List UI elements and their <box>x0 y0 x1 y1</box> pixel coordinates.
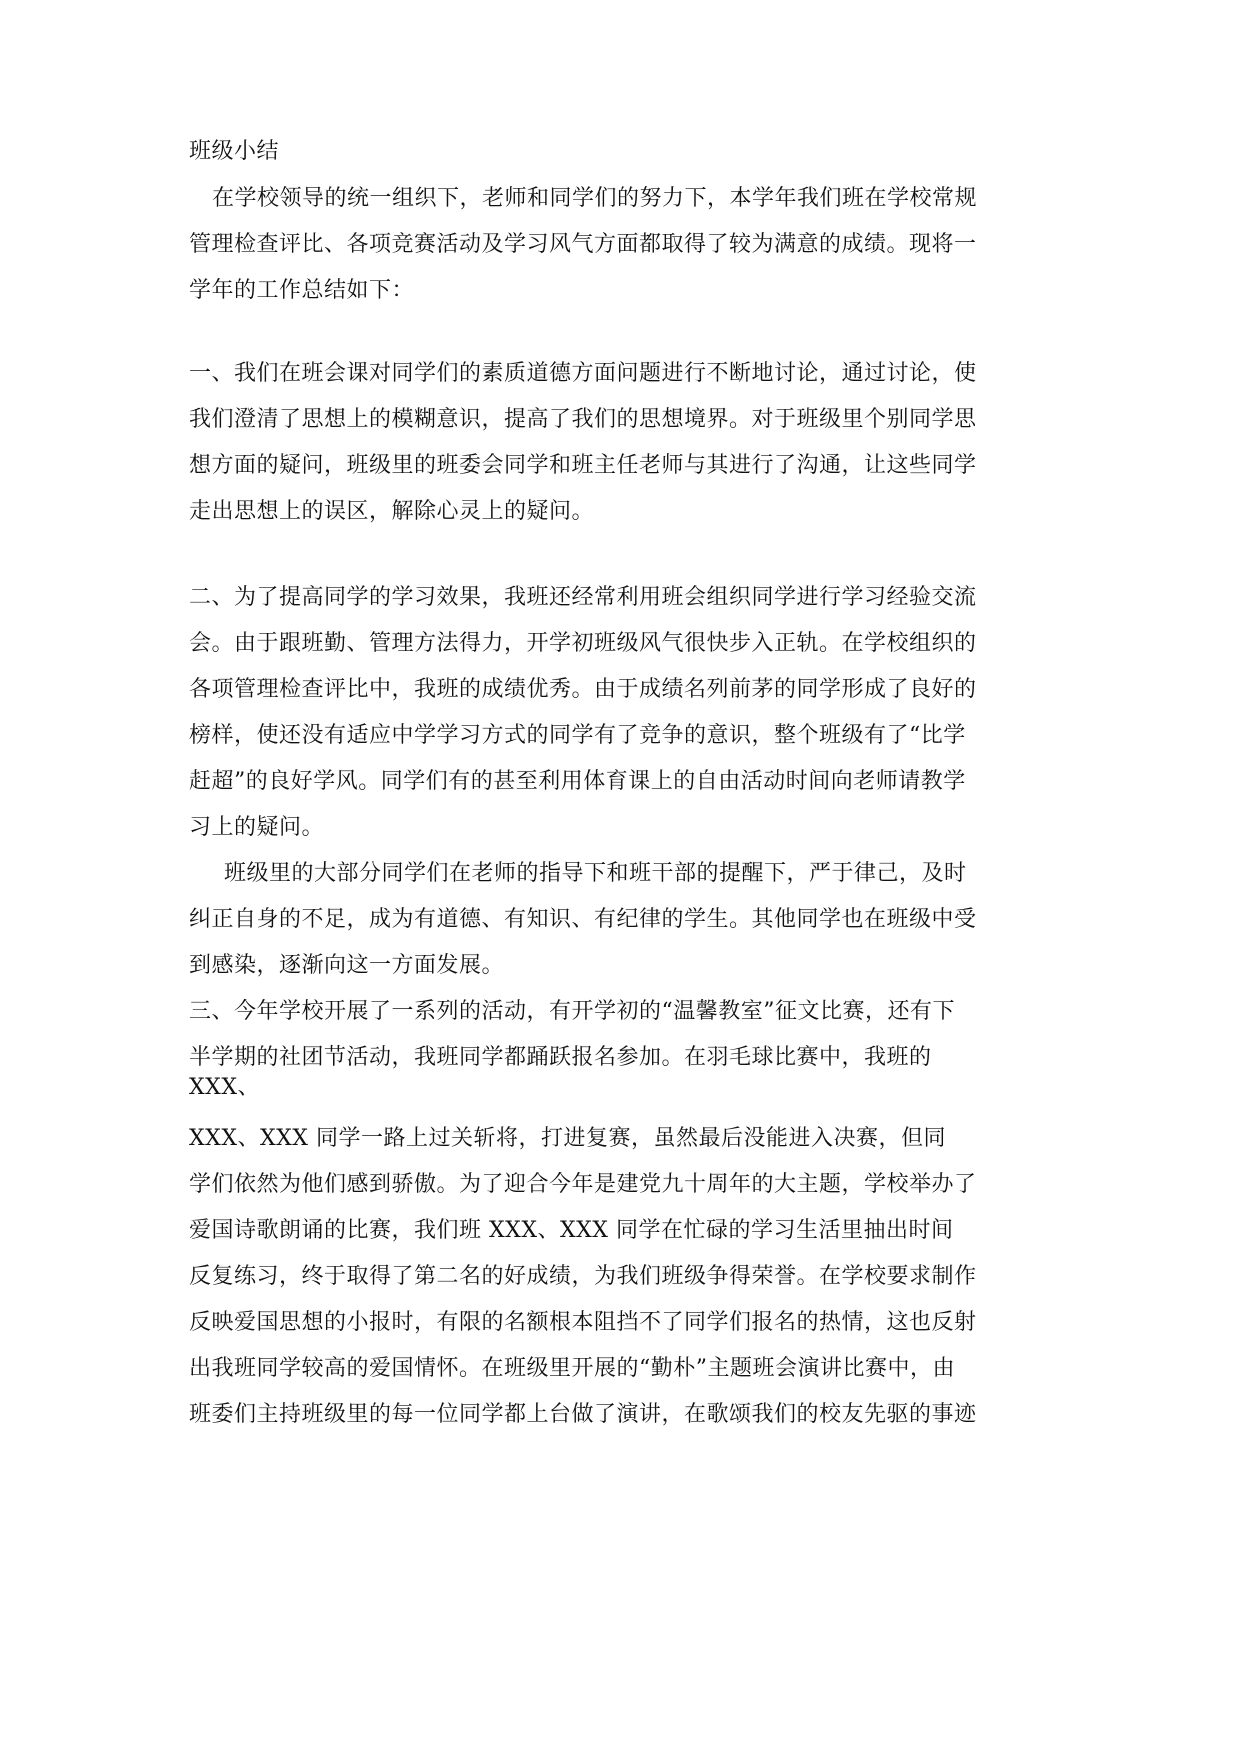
section-three-line-5: 学们依然为他们感到骄傲。为了迎合今年是建党九十周年的大主题，学校举办了 <box>189 1172 977 1197</box>
intro-line-3: 学年的工作总结如下： <box>189 278 415 303</box>
section-one-line-2: 我们澄清了思想上的模糊意识，提高了我们的思想境界。对于班级里个别同学思 <box>189 407 977 432</box>
section-three-line-6: 爱国诗歌朗诵的比赛，我们班 XXX、XXX 同学在忙碌的学习生活里抽出时间 <box>189 1218 954 1243</box>
section-two-line-1: 二、为了提高同学的学习效果，我班还经常利用班会组织同学进行学习经验交流 <box>189 585 977 610</box>
paragraph-line-3: 到感染，逐渐向这一方面发展。 <box>189 953 505 978</box>
section-three-line-7: 反复练习，终于取得了第二名的好成绩，为我们班级争得荣誉。在学校要求制作 <box>189 1264 977 1289</box>
intro-line-2: 管理检查评比、各项竞赛活动及学习风气方面都取得了较为满意的成绩。现将一 <box>189 232 977 257</box>
section-three-line-1: 三、今年学校开展了一系列的活动，有开学初的“温馨教室”征文比赛，还有下 <box>189 999 955 1024</box>
section-three-line-10: 班委们主持班级里的每一位同学都上台做了演讲，在歌颂我们的校友先驱的事迹 <box>189 1402 977 1427</box>
section-three-line-3: XXX、 <box>189 1075 260 1100</box>
paragraph-line-2: 纠正自身的不足，成为有道德、有知识、有纪律的学生。其他同学也在班级中受 <box>189 907 977 932</box>
section-one-line-1: 一、我们在班会课对同学们的素质道德方面问题进行不断地讨论，通过讨论，使 <box>189 361 977 386</box>
section-two-line-3: 各项管理检查评比中，我班的成绩优秀。由于成绩名列前茅的同学形成了良好的 <box>189 677 977 702</box>
section-two-line-2: 会。由于跟班勤、管理方法得力，开学初班级风气很快步入正轨。在学校组织的 <box>189 631 977 656</box>
section-three-line-9: 出我班同学较高的爱国情怀。在班级里开展的“勤朴”主题班会演讲比赛中，由 <box>189 1356 955 1381</box>
section-one-line-3: 想方面的疑问，班级里的班委会同学和班主任老师与其进行了沟通，让这些同学 <box>189 453 977 478</box>
paragraph-line-1: 班级里的大部分同学们在老师的指导下和班干部的提醒下，严于律己，及时 <box>224 861 967 886</box>
section-one-line-4: 走出思想上的误区，解除心灵上的疑问。 <box>189 499 595 524</box>
section-two-line-6: 习上的疑问。 <box>189 815 325 840</box>
intro-line-1: 在学校领导的统一组织下，老师和同学们的努力下，本学年我们班在学校常规 <box>212 186 978 211</box>
section-two-line-4: 榜样，使还没有适应中学学习方式的同学有了竞争的意识，整个班级有了“比学 <box>189 723 966 748</box>
section-three-line-8: 反映爱国思想的小报时，有限的名额根本阻挡不了同学们报名的热情，这也反射 <box>189 1310 977 1335</box>
section-three-line-4: XXX、XXX 同学一路上过关斩将，打进复赛，虽然最后没能进入决赛，但同 <box>189 1126 946 1151</box>
document-title: 班级小结 <box>189 139 280 164</box>
section-three-line-2: 半学期的社团节活动，我班同学都踊跃报名参加。在羽毛球比赛中，我班的 <box>189 1045 932 1070</box>
section-two-line-5: 赶超”的良好学风。同学们有的甚至利用体育课上的自由活动时间向老师请教学 <box>189 769 966 794</box>
